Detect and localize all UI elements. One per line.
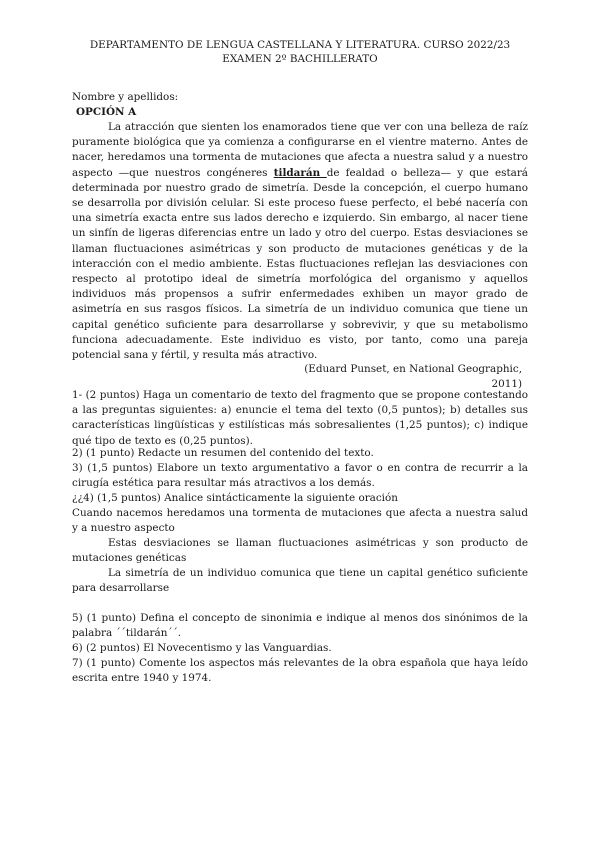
- passage-part-2: de fealdad o belleza— y que estará determinada por nuestro grado de simetría. Desde la concepción, el cuerpo humano se desarrolla por división celular. Si este proceso fuese perfecto, el bebé nacería con una simetría exacta entre sus lados derecho e izquierdo. Sin embargo, al nacer tiene un sinfín de ligeras diferencias entre un lado y otro del cuerpo. Estas desviaciones se llaman fluctuaciones asimétricas y son producto de mutaciones genéticas y de la interacción con el medio ambiente. Estas fluctuaciones reflejan las desviaciones con respecto al prototipo ideal de simetría morfológica del organismo y aquellos individuos más propensos a sufrir enfermedades exhiben un mayor grado de asimetría en sus rasgos físicos. La simetría de un individuo comunica que tiene un capital genético suficiente para desarrollarse y sobrevivir, y que su metabolismo funciona adecuadamente. Este individuo es visto, por tanto, como una pareja potencial sana y fértil, y resulta más atractivo.: [72, 166, 528, 362]
- question-6: 6) (2 puntos) El Novecentismo y las Vanguardias.: [72, 642, 332, 654]
- question-5: 5) (1 punto) Defina el concepto de sinonimia e indique al menos dos sinónimos de la palabra ´´tildarán´´.: [72, 612, 528, 640]
- department-header: DEPARTAMENTO DE LENGUA CASTELLANA Y LITERATURA. CURSO 2022/23: [89, 39, 511, 51]
- exam-title: EXAMEN 2º BACHILLERATO: [222, 53, 378, 65]
- sentence-2: Estas desviaciones se llaman fluctuaciones asimétricas y son producto de mutaciones genéticas: [72, 537, 528, 565]
- sentence-1: Cuando nacemos heredamos una tormenta de mutaciones que afecta a nuestra salud y a nuestro aspecto: [72, 507, 528, 535]
- passage: [72, 120, 528, 363]
- question-3: 3) (1,5 puntos) Elabore un texto argumentativo a favor o en contra de recurrir a la cirugía estética para resultar más atractivos a los demás.: [72, 462, 528, 490]
- question-7: 7) (1 punto) Comente los aspectos más relevantes de la obra española que haya leído escrita entre 1940 y 1974.: [72, 657, 528, 685]
- passage-citation: (Eduard Punset, en National Geographic, 2011): [304, 363, 522, 391]
- option-title: OPCIÓN A: [76, 106, 137, 118]
- question-4: ¿¿4) (1,5 puntos) Analice sintácticamente la siguiente oración: [72, 492, 398, 504]
- keyword-tildaran: tildarán: [273, 166, 327, 179]
- question-1: 1- (2 puntos) Haga un comentario de texto del fragmento que se propone contestando a las preguntas siguientes: a) enuncie el tema del texto (0,5 puntos); b) detalles sus características lingüísticas y estilísticas más sobresalientes (1,25 puntos); c) indique qué tipo de texto es (0,25 puntos).: [72, 389, 528, 447]
- passage-part-1: La atracción que sienten los enamorados tiene que ver con una belleza de raíz puramente biológica que ya comienza a configurarse en el vientre materno. Antes de nacer, heredamos una tormenta de mutaciones que afecta a nuestra salud y a nuestro aspecto —que nuestros congéneres: [72, 121, 528, 179]
- name-label: Nombre y apellidos:: [72, 91, 179, 103]
- question-2: 2) (1 punto) Redacte un resumen del contenido del texto.: [72, 447, 374, 459]
- sentence-3: La simetría de un individuo comunica que tiene un capital genético suficiente para desarrollarse: [72, 567, 528, 595]
